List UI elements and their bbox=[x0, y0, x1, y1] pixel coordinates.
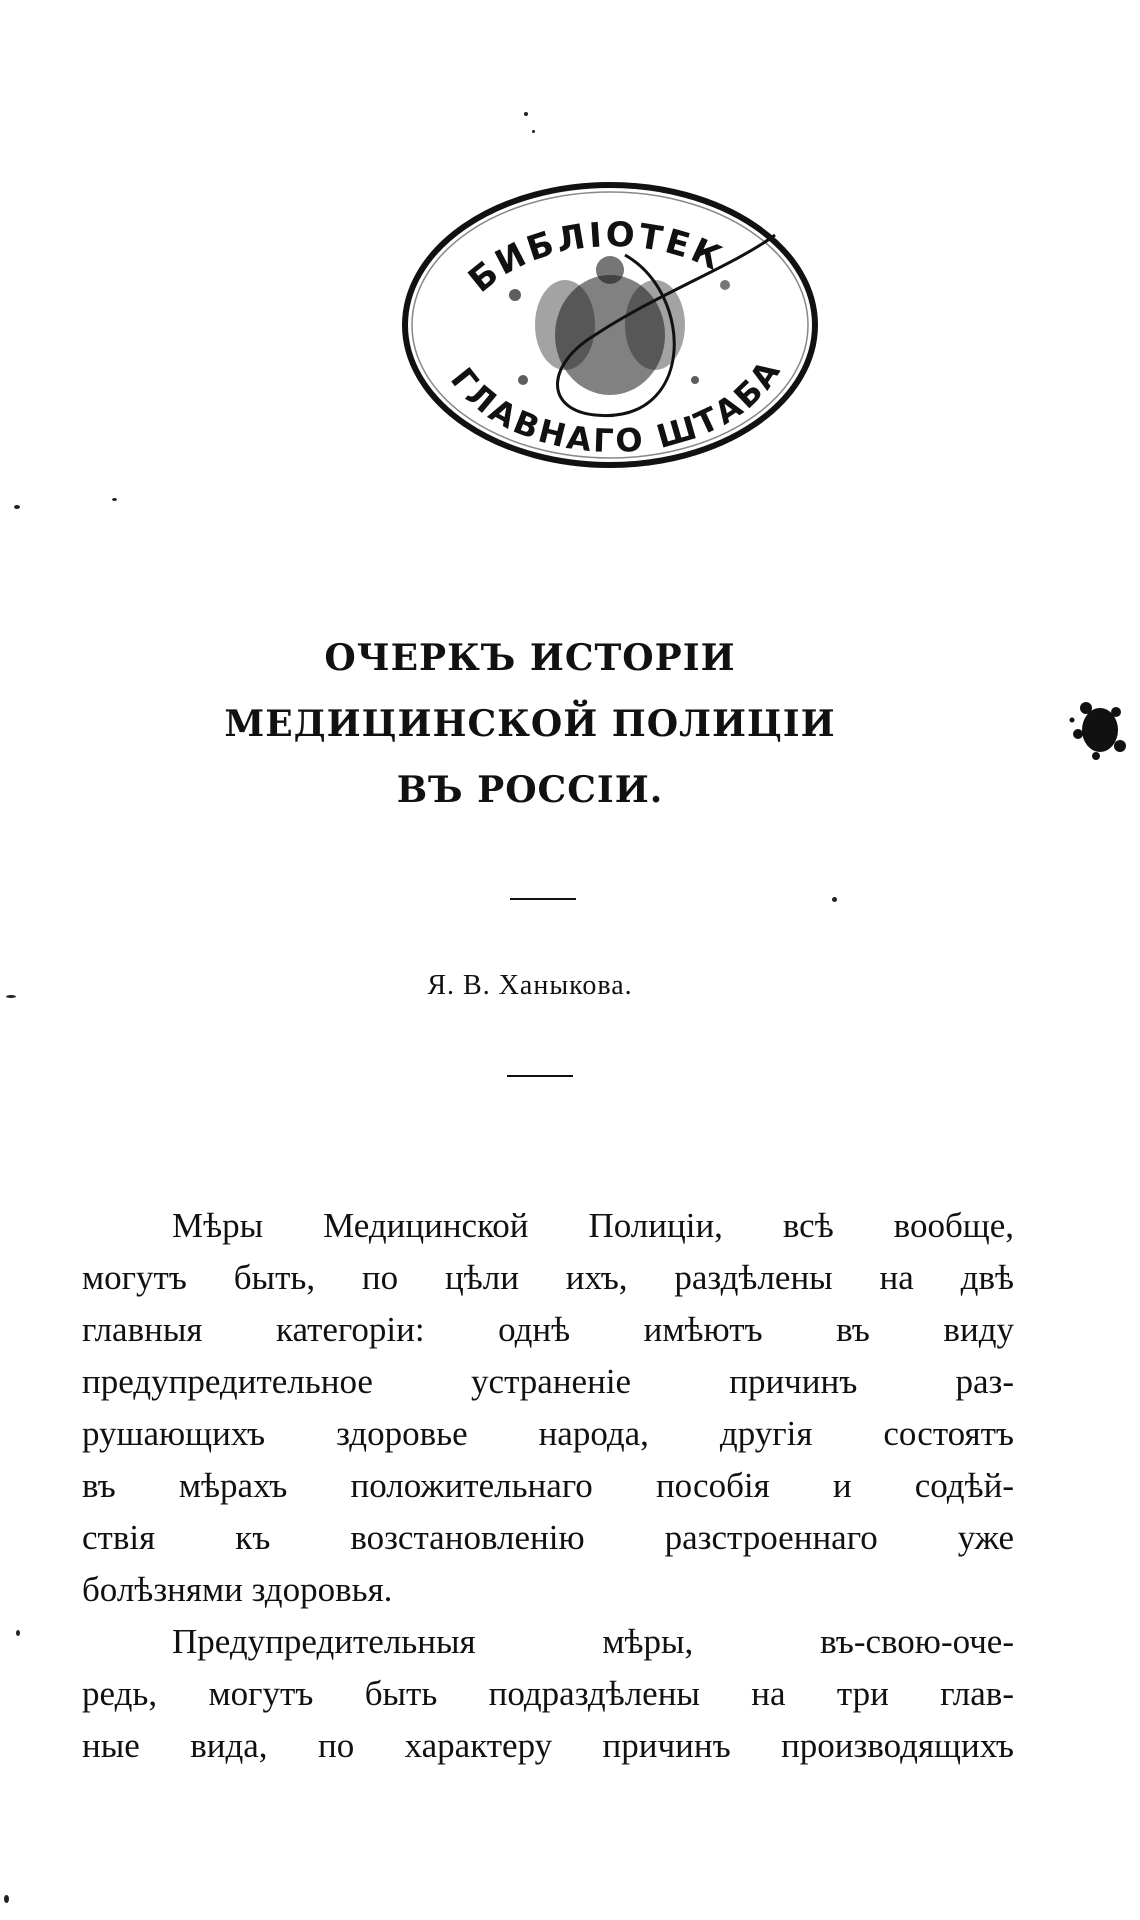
scan-speck bbox=[532, 130, 535, 133]
eagle-emblem-icon bbox=[509, 256, 730, 395]
text-line: ствiя къ возстановленiю разстроеннаго уже bbox=[82, 1518, 1014, 1557]
divider-rule bbox=[510, 898, 576, 900]
text-line: Мѣры Медицинской Полицiи, всѣ вообще, bbox=[172, 1206, 1014, 1245]
text-line: въ мѣрахъ положительнаго пособiя и содѣй- bbox=[82, 1466, 1014, 1505]
body-text bbox=[82, 1200, 1014, 1772]
title-line-1: ОЧЕРКЪ ИСТОРIИ bbox=[324, 637, 736, 679]
title-line-2: МЕДИЦИНСКОЙ ПОЛИЦIИ bbox=[224, 703, 836, 745]
library-stamp-seal bbox=[395, 175, 825, 475]
scan-speck bbox=[524, 112, 528, 116]
ink-blot bbox=[1066, 690, 1132, 764]
text-line: предупредительное устраненiе причинъ раз- bbox=[82, 1362, 1014, 1401]
text-line: ные вида, по характеру причинъ производящихъ bbox=[82, 1726, 1014, 1765]
title-line-3: ВЪ РОССIИ. bbox=[396, 769, 664, 811]
text-line: могутъ быть, по цѣли ихъ, раздѣлены на двѣ bbox=[82, 1258, 1014, 1297]
text-line: редь, могутъ быть подраздѣлены на три глав- bbox=[82, 1674, 1014, 1713]
library-stamp bbox=[395, 175, 825, 475]
scan-speck bbox=[16, 1630, 20, 1636]
text-line: Предупредительныя мѣры, въ-свою-оче- bbox=[172, 1622, 1014, 1661]
text-line: болѣзнями здоровья. bbox=[82, 1570, 393, 1609]
scan-speck bbox=[4, 1895, 9, 1903]
scan-speck bbox=[14, 505, 20, 509]
stamp-top-text: БИБЛIОТЕК bbox=[461, 214, 730, 301]
article-title bbox=[0, 625, 1060, 823]
scan-speck bbox=[6, 995, 16, 998]
text-line: рушающихъ здоровье народа, другiя состоятъ bbox=[82, 1414, 1014, 1453]
stamp-bottom-text: ГЛАВНАГО ШТАБА bbox=[443, 351, 790, 461]
scan-speck bbox=[112, 498, 117, 501]
scan-speck bbox=[832, 897, 837, 902]
text-line: главныя категорiи: однѣ имѣютъ въ виду bbox=[82, 1310, 1014, 1349]
divider-rule bbox=[507, 1075, 573, 1077]
author-line: Я. В. Ханыкова. bbox=[427, 970, 633, 1001]
